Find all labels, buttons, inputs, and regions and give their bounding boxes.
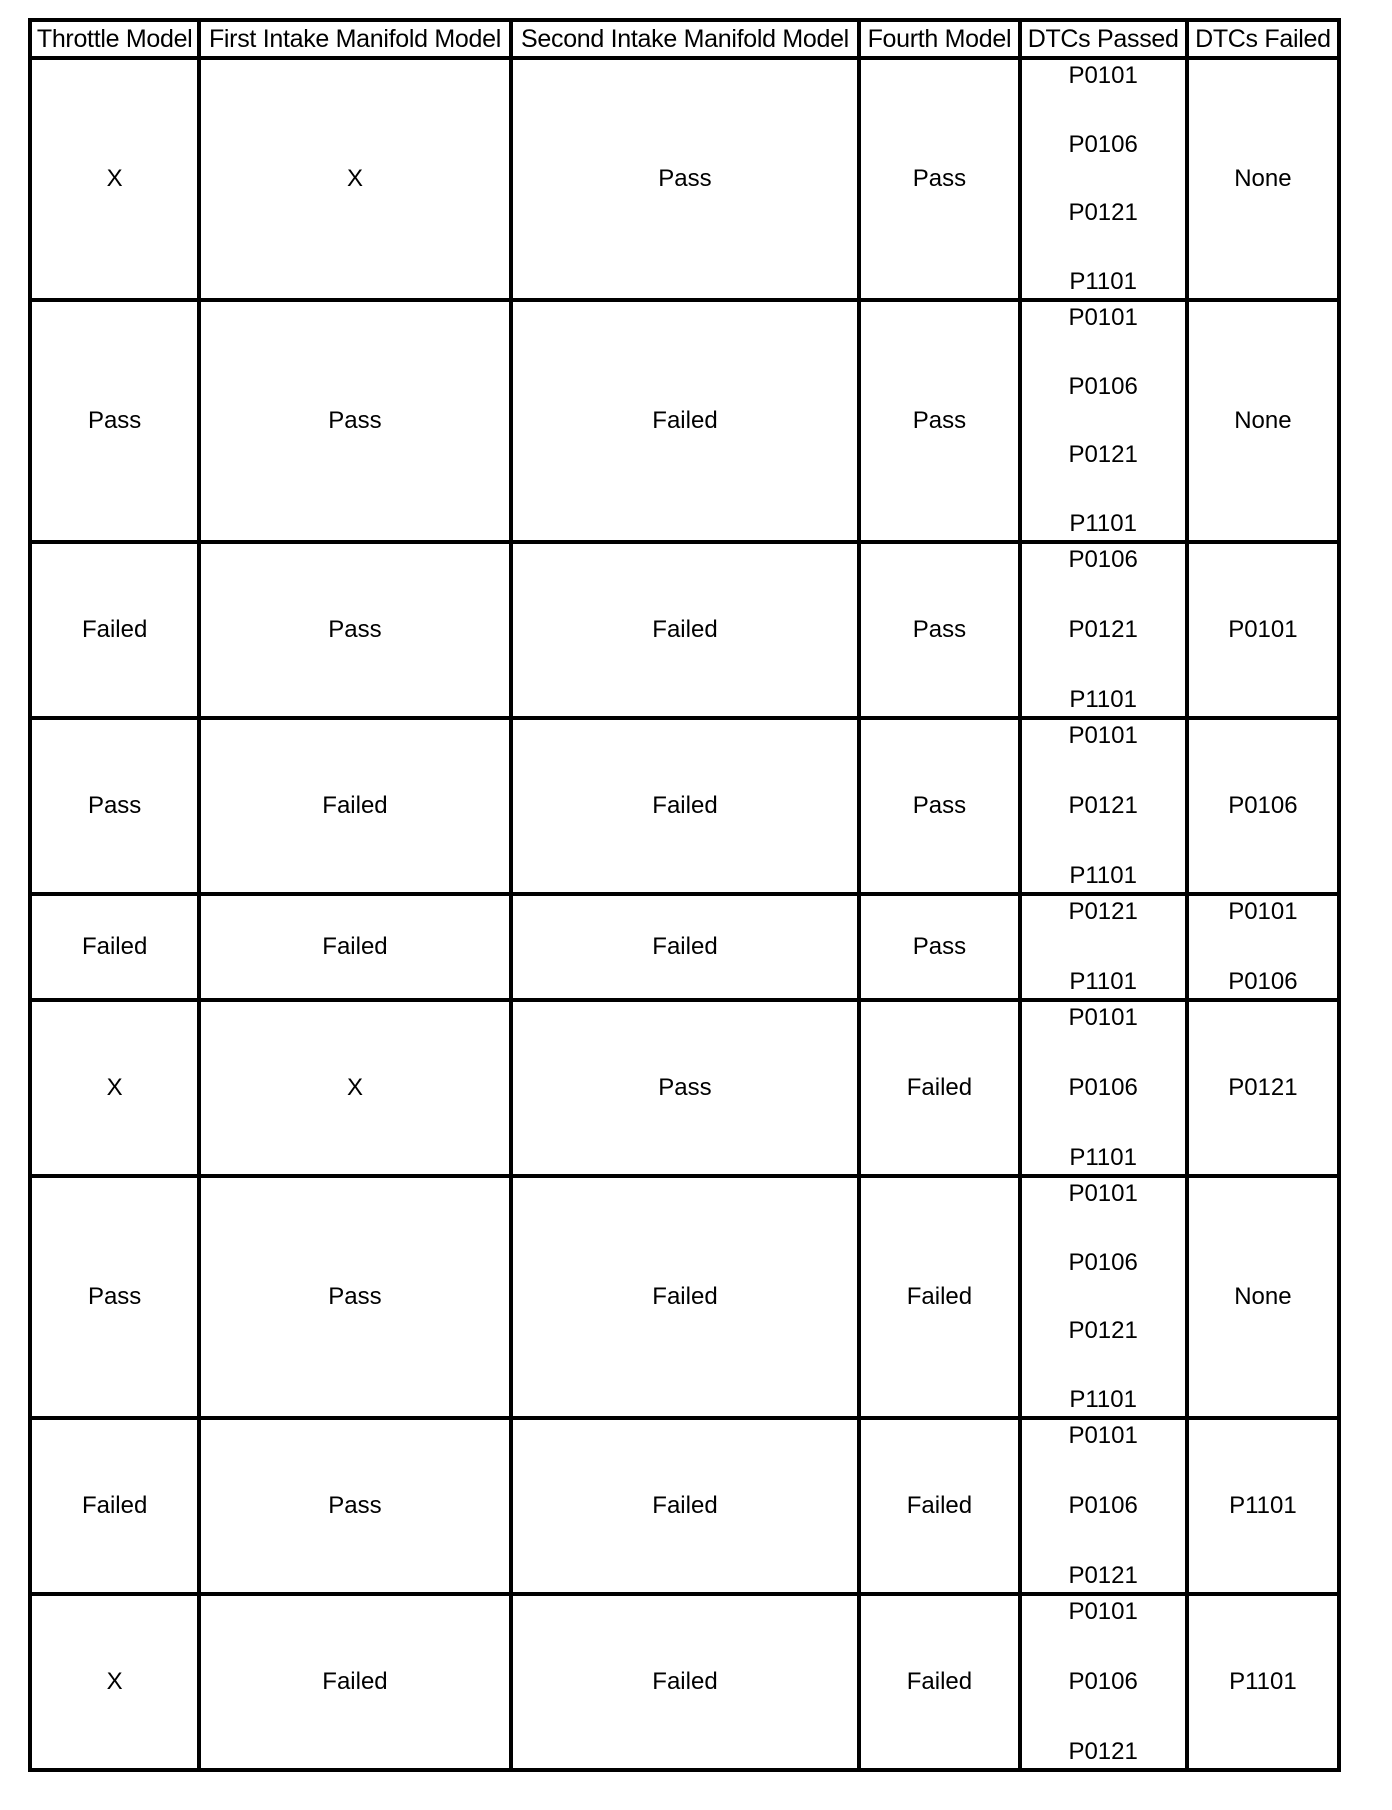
dtc-code: P0121 bbox=[1068, 199, 1138, 227]
dtc-code: P0101 bbox=[1068, 1004, 1138, 1031]
cell-throttle-model: X bbox=[30, 58, 199, 300]
table-row bbox=[30, 1000, 1339, 1176]
dtc-code: P1101 bbox=[1069, 1144, 1137, 1171]
header-dtcs-passed: DTCs Passed bbox=[1020, 20, 1187, 58]
dtc-code: P1101 bbox=[1069, 1385, 1137, 1413]
cell-second-intake-manifold: Failed bbox=[511, 300, 860, 542]
table-row bbox=[30, 1418, 1339, 1594]
header-dtcs-failed: DTCs Failed bbox=[1187, 20, 1339, 58]
dtc-failed-list bbox=[1189, 1002, 1337, 1174]
cell-dtcs-failed bbox=[1187, 300, 1339, 542]
dtc-results-table bbox=[28, 18, 1341, 1772]
cell-fourth-model: Failed bbox=[859, 1418, 1019, 1594]
cell-dtcs-failed bbox=[1187, 542, 1339, 718]
cell-second-intake-manifold: Failed bbox=[511, 1176, 860, 1418]
dtc-code: P0121 bbox=[1068, 1738, 1138, 1765]
dtc-code: P1101 bbox=[1069, 968, 1137, 995]
header-row bbox=[30, 20, 1339, 58]
cell-second-intake-manifold: Pass bbox=[511, 58, 860, 300]
dtc-failed-list bbox=[1189, 60, 1337, 298]
header-first-intake-manifold-model: First Intake Manifold Model bbox=[199, 20, 510, 58]
cell-dtcs-passed bbox=[1020, 300, 1187, 542]
dtc-code: P1101 bbox=[1229, 1492, 1297, 1519]
table-row bbox=[30, 542, 1339, 718]
cell-dtcs-passed bbox=[1020, 1594, 1187, 1770]
header-throttle-model: Throttle Model bbox=[30, 20, 199, 58]
dtc-passed-list bbox=[1022, 720, 1185, 892]
cell-fourth-model: Pass bbox=[859, 58, 1019, 300]
dtc-code: P0121 bbox=[1068, 616, 1138, 643]
dtc-code: P0106 bbox=[1068, 1668, 1138, 1695]
cell-fourth-model: Failed bbox=[859, 1176, 1019, 1418]
cell-dtcs-passed bbox=[1020, 1418, 1187, 1594]
dtc-code: None bbox=[1234, 165, 1292, 192]
cell-throttle-model: Pass bbox=[30, 718, 199, 894]
cell-throttle-model: X bbox=[30, 1000, 199, 1176]
cell-second-intake-manifold: Failed bbox=[511, 1418, 860, 1594]
cell-second-intake-manifold: Pass bbox=[511, 1000, 860, 1176]
dtc-passed-list bbox=[1022, 1420, 1185, 1592]
cell-fourth-model: Pass bbox=[859, 542, 1019, 718]
cell-dtcs-failed bbox=[1187, 894, 1339, 1000]
cell-dtcs-failed bbox=[1187, 718, 1339, 894]
dtc-failed-list bbox=[1189, 720, 1337, 892]
cell-throttle-model: Failed bbox=[30, 542, 199, 718]
cell-first-intake-manifold: Pass bbox=[199, 300, 510, 542]
cell-dtcs-passed bbox=[1020, 58, 1187, 300]
cell-first-intake-manifold: Failed bbox=[199, 1594, 510, 1770]
dtc-code: P1101 bbox=[1069, 686, 1137, 713]
header-second-intake-manifold-model: Second Intake Manifold Model bbox=[511, 20, 860, 58]
dtc-code: P0121 bbox=[1068, 792, 1138, 819]
table-row bbox=[30, 58, 1339, 300]
dtc-failed-list bbox=[1189, 544, 1337, 716]
cell-throttle-model: Failed bbox=[30, 894, 199, 1000]
dtc-passed-list bbox=[1022, 896, 1185, 998]
cell-throttle-model: Failed bbox=[30, 1418, 199, 1594]
dtc-code: P0101 bbox=[1068, 722, 1138, 749]
dtc-passed-list bbox=[1022, 60, 1185, 298]
dtc-code: P0121 bbox=[1068, 441, 1138, 469]
dtc-code: P0101 bbox=[1068, 1598, 1138, 1625]
dtc-code: P0106 bbox=[1228, 968, 1298, 995]
dtc-code: P1101 bbox=[1069, 509, 1137, 537]
dtc-code: P0101 bbox=[1228, 616, 1298, 643]
cell-second-intake-manifold: Failed bbox=[511, 1594, 860, 1770]
cell-fourth-model: Pass bbox=[859, 300, 1019, 542]
cell-dtcs-failed bbox=[1187, 1176, 1339, 1418]
dtc-code: P1101 bbox=[1069, 862, 1137, 889]
cell-fourth-model: Failed bbox=[859, 1594, 1019, 1770]
cell-fourth-model: Pass bbox=[859, 718, 1019, 894]
cell-dtcs-passed bbox=[1020, 542, 1187, 718]
cell-second-intake-manifold: Failed bbox=[511, 718, 860, 894]
dtc-failed-list bbox=[1189, 896, 1337, 998]
cell-first-intake-manifold: Failed bbox=[199, 718, 510, 894]
dtc-code: P0106 bbox=[1068, 1074, 1138, 1101]
dtc-code: P0106 bbox=[1068, 1492, 1138, 1519]
dtc-code: P0121 bbox=[1068, 1562, 1138, 1589]
cell-throttle-model: Pass bbox=[30, 300, 199, 542]
dtc-failed-list bbox=[1189, 1596, 1337, 1768]
dtc-code: P0121 bbox=[1068, 1317, 1138, 1345]
dtc-failed-list bbox=[1189, 1420, 1337, 1592]
dtc-passed-list bbox=[1022, 302, 1185, 540]
dtc-code: P0101 bbox=[1068, 304, 1138, 331]
dtc-code: P0101 bbox=[1068, 1422, 1138, 1449]
cell-fourth-model: Pass bbox=[859, 894, 1019, 1000]
cell-dtcs-passed bbox=[1020, 1176, 1187, 1418]
table-row bbox=[30, 894, 1339, 1000]
cell-first-intake-manifold: X bbox=[199, 1000, 510, 1176]
cell-dtcs-passed bbox=[1020, 718, 1187, 894]
cell-dtcs-failed bbox=[1187, 1418, 1339, 1594]
dtc-code: P0106 bbox=[1068, 546, 1138, 573]
cell-dtcs-failed bbox=[1187, 1594, 1339, 1770]
table-row bbox=[30, 1594, 1339, 1770]
dtc-code: P1101 bbox=[1229, 1668, 1297, 1695]
dtc-passed-list bbox=[1022, 1178, 1185, 1416]
cell-first-intake-manifold: Pass bbox=[199, 542, 510, 718]
dtc-code: None bbox=[1234, 407, 1292, 434]
cell-dtcs-passed bbox=[1020, 894, 1187, 1000]
dtc-code: None bbox=[1234, 1283, 1292, 1310]
cell-first-intake-manifold: Pass bbox=[199, 1176, 510, 1418]
dtc-code: P1101 bbox=[1069, 267, 1137, 295]
cell-first-intake-manifold: Failed bbox=[199, 894, 510, 1000]
table-row bbox=[30, 300, 1339, 542]
cell-second-intake-manifold: Failed bbox=[511, 542, 860, 718]
dtc-passed-list bbox=[1022, 544, 1185, 716]
dtc-passed-list bbox=[1022, 1596, 1185, 1768]
dtc-failed-list bbox=[1189, 1178, 1337, 1416]
dtc-code: P0101 bbox=[1228, 898, 1298, 925]
dtc-code: P0106 bbox=[1068, 1248, 1138, 1276]
dtc-code: P0106 bbox=[1068, 372, 1138, 400]
dtc-code: P0106 bbox=[1228, 792, 1298, 819]
cell-first-intake-manifold: X bbox=[199, 58, 510, 300]
cell-dtcs-failed bbox=[1187, 58, 1339, 300]
cell-throttle-model: Pass bbox=[30, 1176, 199, 1418]
dtc-code: P0106 bbox=[1068, 130, 1138, 158]
cell-second-intake-manifold: Failed bbox=[511, 894, 860, 1000]
cell-first-intake-manifold: Pass bbox=[199, 1418, 510, 1594]
dtc-code: P0101 bbox=[1068, 62, 1138, 89]
table-row bbox=[30, 1176, 1339, 1418]
cell-fourth-model: Failed bbox=[859, 1000, 1019, 1176]
table-row bbox=[30, 718, 1339, 894]
cell-throttle-model: X bbox=[30, 1594, 199, 1770]
dtc-code: P0121 bbox=[1068, 898, 1138, 925]
cell-dtcs-failed bbox=[1187, 1000, 1339, 1176]
dtc-code: P0101 bbox=[1068, 1180, 1138, 1207]
table-body bbox=[30, 58, 1339, 1770]
dtc-code: P0121 bbox=[1228, 1074, 1298, 1101]
header-fourth-model: Fourth Model bbox=[859, 20, 1019, 58]
dtc-passed-list bbox=[1022, 1002, 1185, 1174]
dtc-failed-list bbox=[1189, 302, 1337, 540]
cell-dtcs-passed bbox=[1020, 1000, 1187, 1176]
